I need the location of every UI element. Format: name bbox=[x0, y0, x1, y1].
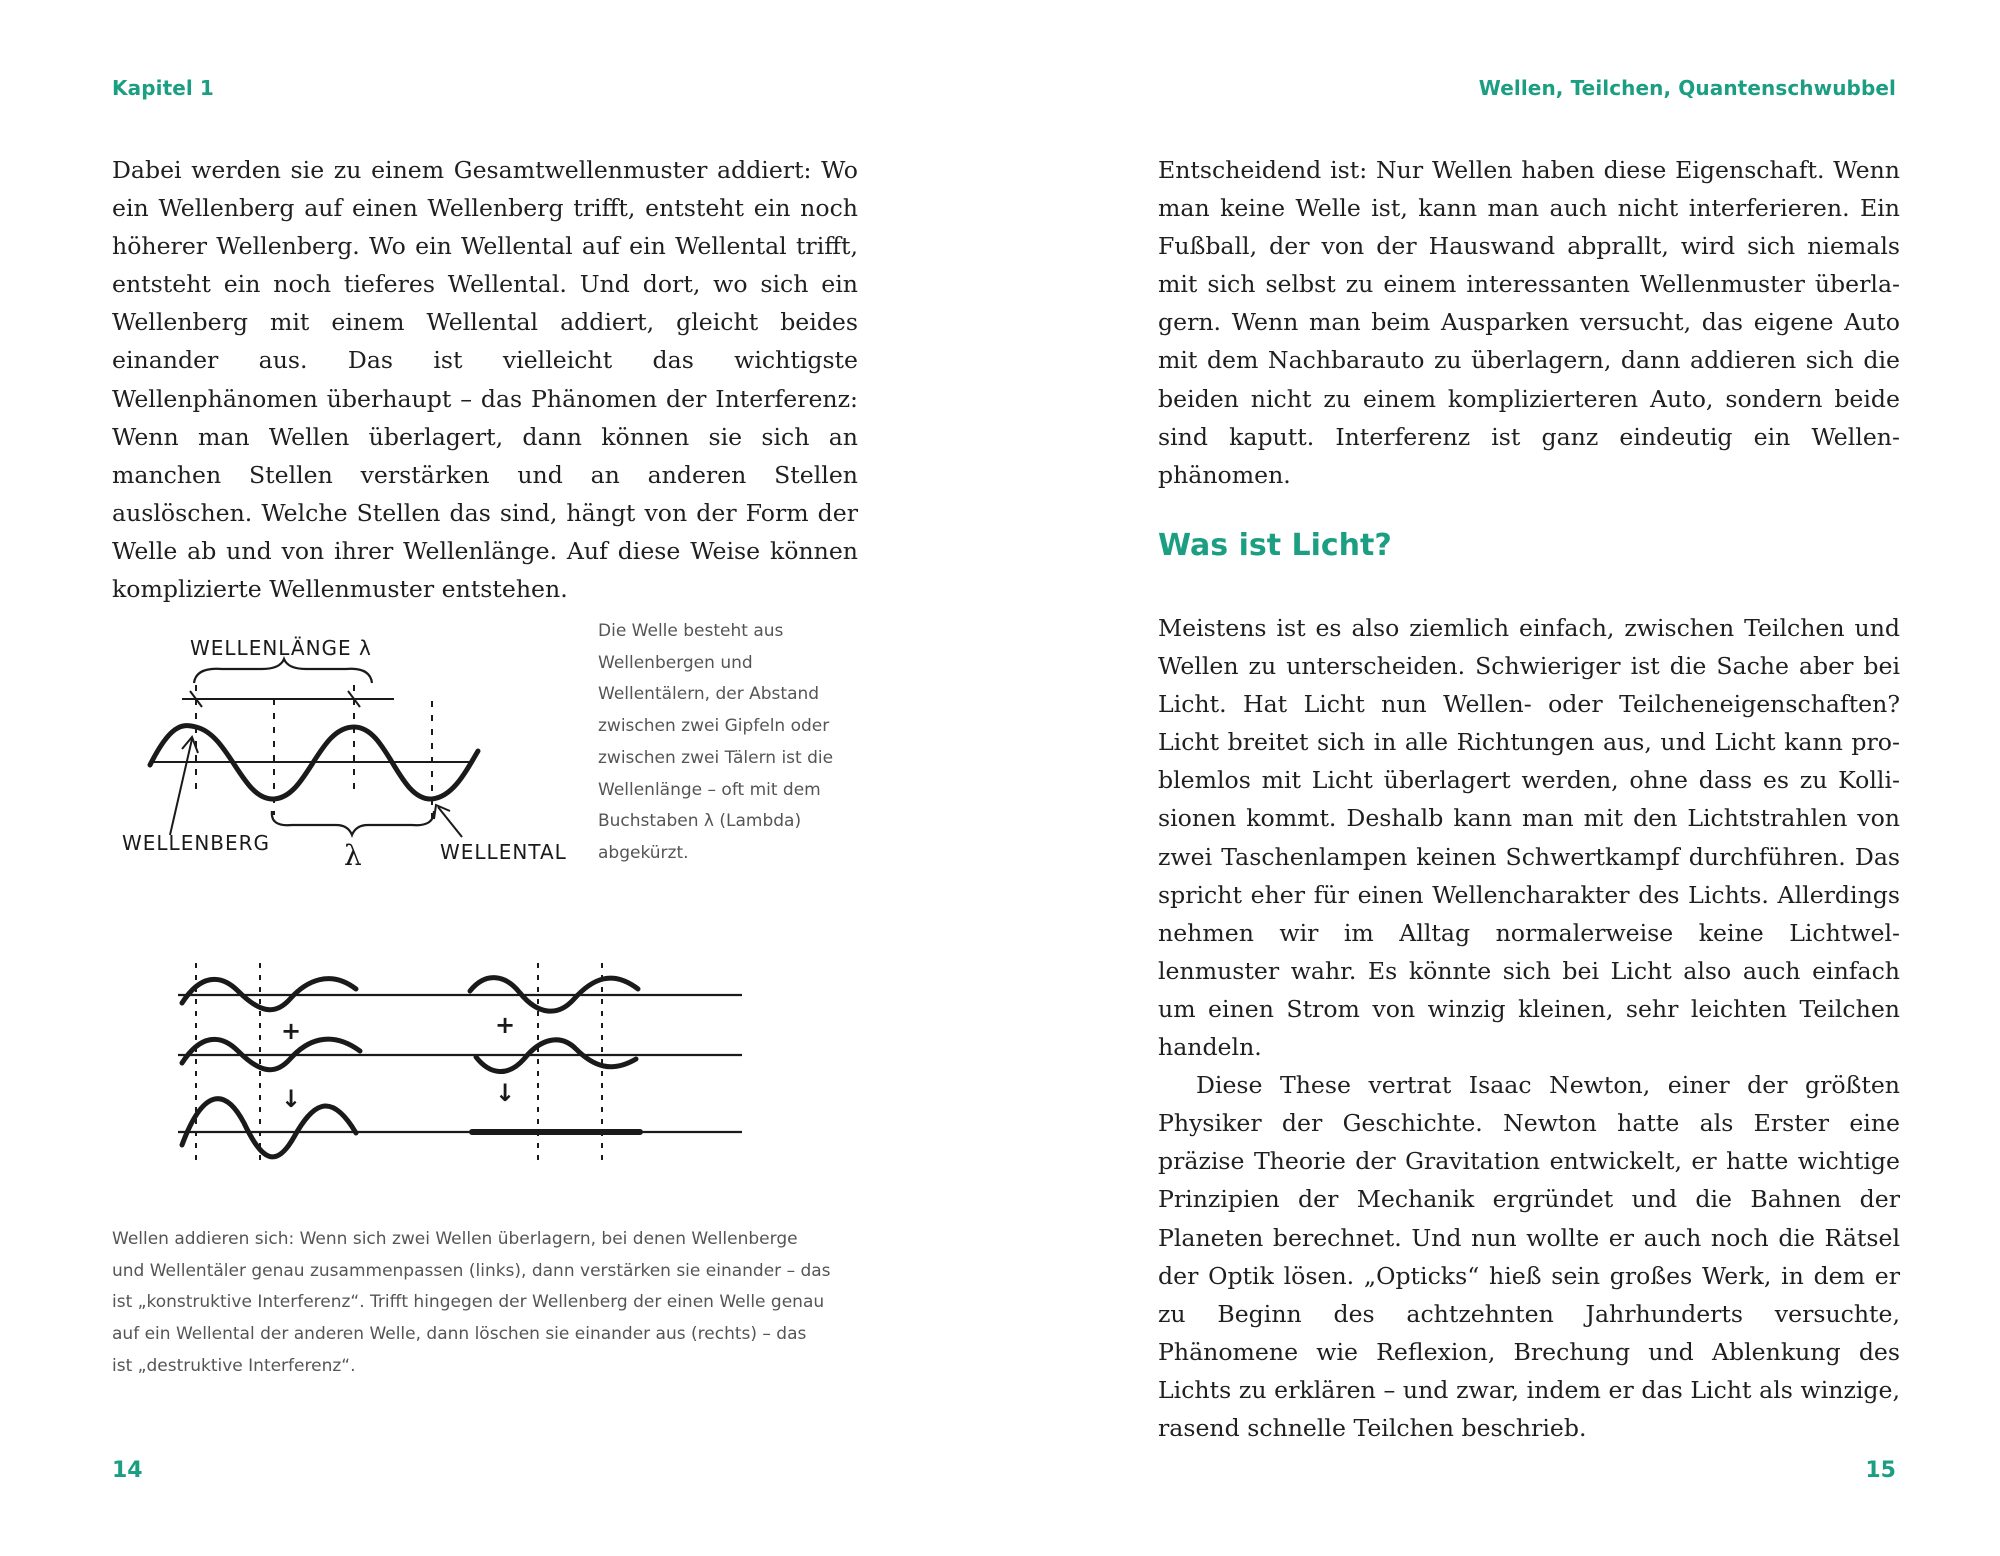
body-text-right-top bbox=[1158, 151, 1900, 494]
figure-caption-interference: Wellen addieren sich: Wenn sich zwei Wellen überlagern, bei denen Wellenberge und Wellentäler genau zusammenpassen (links), dann verstärken sie einander – das ist „konstruktive Interferenz“. Trifft hingegen der Wellenberg der einen Welle genau auf ein Wellental der anderen Welle, dann löschen sie einander aus (rechts) – das ist „destruktive Interferenz“. bbox=[112, 1229, 831, 1376]
paragraph: Entscheidend ist: Nur Wellen haben diese Eigenschaft. Wenn man keine Welle ist, kann man auch nicht interferieren. Ein Fußball, der von der Hauswand abprallt, wird sich niemals mit sich selbst zu einem interessanten Wellenmuster überlagern. Wenn man beim Ausparken versucht, das eigene Auto mit dem Nachbarauto zu überlagern, dann addieren sich die beiden nicht zu einem komplizierteren Auto, sondern beide sind kaputt. Interferenz ist ganz eindeutig ein Wellenphänomen. bbox=[1158, 156, 1900, 489]
body-text-right-bottom bbox=[1158, 609, 1900, 1447]
plus-sign-left: + bbox=[281, 1017, 302, 1045]
interference-sketch bbox=[160, 955, 760, 1180]
wavelength-sketch bbox=[112, 615, 572, 875]
down-arrow-left-icon: ↓ bbox=[281, 1085, 302, 1113]
paragraph: Diese These vertrat Isaac Newton, einer der größten Physiker der Geschichte. Newton hatte als Erster eine präzise Theorie der Gravitation entwickelt, er hatte wichtige Prinzipien der Mechanik ergründet und die Bahnen der Planeten berechnet. Und nun wollte er auch noch die Rätsel der Optik lösen. „Opticks“ hieß sein großes Werk, in dem er zu Beginn des achtzehnten Jahrhunderts versuchte, Phänomene wie Reflexion, Brechung und Ablenkung des Lichts zu erklären – und zwar, indem er das Licht als winzige, rasend schnelle Teilchen beschrieb. bbox=[1158, 1071, 1900, 1442]
running-head-right: Wellen, Teilchen, Quantenschwubbel bbox=[1478, 76, 1896, 100]
crest-label: WELLENBERG bbox=[122, 831, 271, 855]
page-number-right: 15 bbox=[1865, 1458, 1896, 1483]
page-number-left: 14 bbox=[112, 1458, 143, 1483]
paragraph: Dabei werden sie zu einem Gesamtwellenmuster addiert: Wo ein Wellenberg auf einen Wellenberg trifft, entsteht ein noch höherer Wellenberg. Wo ein Wellental auf ein Wellental trifft, entsteht ein noch tieferes Wellental. Und dort, wo sich ein Wellenberg mit einem Wellental addiert, gleicht beides einander aus. Das ist vielleicht das wichtigste Wellenphänomen überhaupt – das Phänomen der Interferenz: Wenn man Wellen überlagert, dann können sie sich an manchen Stellen verstärken und an anderen Stellen auslöschen. Welche Stellen das sind, hängt von der Form der Welle ab und von ihrer Wellenlänge. Auf diese Weise können komplizierte Wellenmuster entstehen. bbox=[112, 156, 858, 604]
lambda-label: λ bbox=[344, 839, 362, 872]
right-page bbox=[1000, 0, 2000, 1556]
plus-sign-right: + bbox=[495, 1011, 516, 1039]
wavelength-label: WELLENLÄNGE λ bbox=[190, 636, 372, 660]
trough-label: WELLENTAL bbox=[440, 840, 567, 864]
paragraph: Meistens ist es also ziemlich einfach, zwischen Teilchen und Wellen zu unterscheiden. Schwieriger ist die Sache aber bei Licht. Hat Licht nun Wellen- oder Teilcheneigenschaften? Licht breitet sich in alle Richtungen aus, und Licht kann problemlos mit Licht überlagert werden, ohne dass es zu Kollisionen kommt. Deshalb kann man mit den Lichtstrahlen von zwei Taschenlampen keinen Schwertkampf durchführen. Das spricht eher für einen Wellencharakter des Lichts. Allerdings nehmen wir im Alltag normalerweise keine Lichtwellenmuster wahr. Es könnte sich bei Licht also auch einfach um einen Strom von winzig kleinen, sehr leichten Teilchen handeln. bbox=[1158, 614, 1900, 1062]
section-heading: Was ist Licht? bbox=[1158, 528, 1392, 563]
down-arrow-right-icon: ↓ bbox=[495, 1079, 516, 1107]
figure-caption-wavelength: Die Welle besteht aus Wellenbergen und Wellentälern, der Abstand zwischen zwei Gipfeln oder zwischen zwei Tälern ist die Wellenlänge – oft mit dem Buchstaben λ (Lambda) abgekürzt. bbox=[598, 621, 834, 863]
running-head-left: Kapitel 1 bbox=[112, 76, 214, 100]
body-text-left bbox=[112, 151, 858, 608]
